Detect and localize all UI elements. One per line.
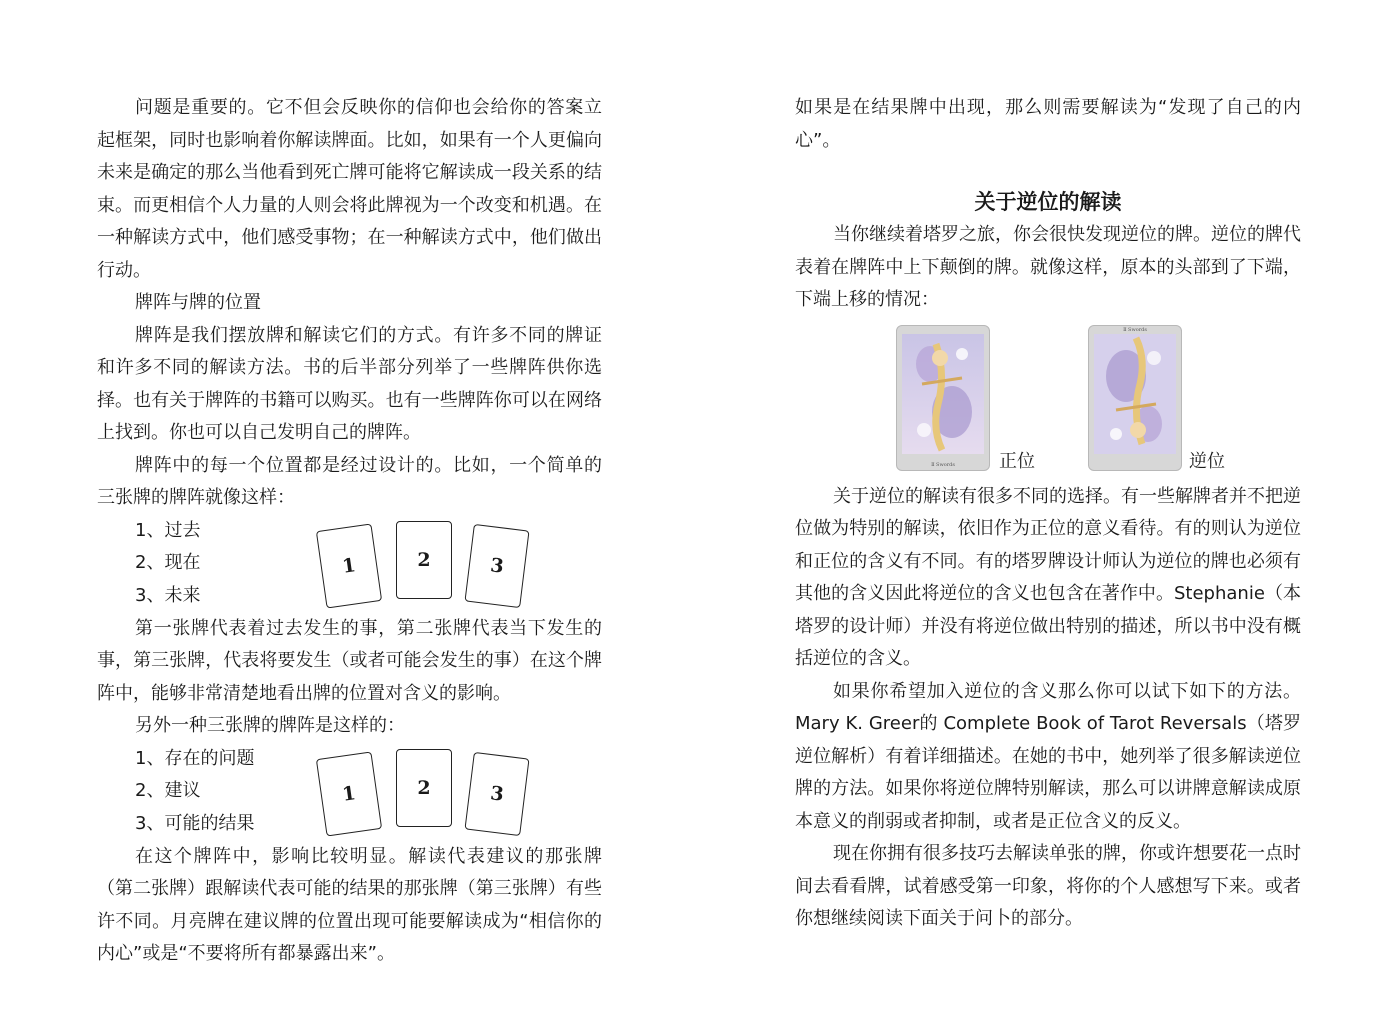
paragraph: 如果你希望加入逆位的含义那么你可以试下如下的方法。 Mary K. Greer的 Complete Book of Tarot Reversals（塔罗逆位解析）有着详细描述。在她的书中，她列举了很多解读逆位牌的方法。如果你将逆位牌特别解读，那么可以讲牌意解读成原本意义的削弱或者抑制，或者是正位含义的反义。 bbox=[795, 680, 1301, 832]
three-card-layout bbox=[317, 749, 532, 837]
list-item: 1、过去 bbox=[135, 519, 201, 541]
card-position-1: 1 bbox=[316, 523, 382, 608]
card-position-1: 1 bbox=[316, 751, 382, 836]
tarot-artwork-reversed-icon bbox=[1094, 334, 1176, 454]
paragraph: 关于逆位的解读有很多不同的选择。有一些解牌者并不把逆位做为特别的解读，依旧作为正位的意义看待。有的则认为逆位和正位的含义有不同。有的塔罗牌设计师认为逆位的牌也必须有其他的含义因此将逆位的含义也包含在著作中。Stephanie（本塔罗的设计师）并没有将逆位做出特别的描述，所以书中没有概括逆位的含义。 bbox=[795, 485, 1301, 669]
card-position-2: 2 bbox=[396, 521, 452, 599]
paragraph: 当你继续着塔罗之旅，你会很快发现逆位的牌。逆位的牌代表着在牌阵中上下颠倒的牌。就像这样，原本的头部到了下端，下端上移的情况： bbox=[795, 224, 1301, 310]
paragraph: 如果是在结果牌中出现，那么则需要解读为“发现了自己的内心”。 bbox=[795, 97, 1301, 151]
paragraph: 牌阵是我们摆放牌和解读它们的方式。有许多不同的牌证和许多不同的解读方法。书的后半部分列举了一些牌阵供你选择。也有关于牌阵的书籍可以购买。也有一些牌阵你可以在网络上找到。你也可以自己发明自己的牌阵。 bbox=[97, 324, 602, 443]
section-subheading: 牌阵与牌的位置 bbox=[135, 292, 261, 313]
tarot-card-reversed bbox=[1088, 325, 1182, 471]
tarot-orientation-illustration bbox=[795, 325, 1301, 477]
spread-position-list bbox=[135, 743, 254, 841]
paragraph: 第一张牌代表着过去发生的事，第二张牌代表当下发生的事，第三张牌，代表将要发生（或者可能会发生的事）在这个牌阵中，能够非常清楚地看出牌的位置对含义的影响。 bbox=[97, 617, 602, 704]
left-page bbox=[97, 92, 602, 971]
reversed-label: 逆位 bbox=[1189, 450, 1225, 472]
spread-position-list bbox=[135, 515, 200, 613]
paragraph: 问题是重要的。它不但会反映你的信仰也会给你的答案立起框架，同时也影响着你解读牌面。比如，如果有一个人更偏向未来是确定的那么当他看到死亡牌可能将它解读成一段关系的结束。而更相信个人力量的人则会将此牌视为一个改变和机遇。在一种解读方式中，他们感受事物；在一种解读方式中，他们做出行动。 bbox=[97, 97, 602, 281]
section-heading: 关于逆位的解读 bbox=[974, 189, 1122, 214]
list-item: 2、建议 bbox=[135, 780, 201, 801]
card-position-3: 3 bbox=[464, 523, 529, 607]
paragraph: 牌阵中的每一个位置都是经过设计的。比如，一个简单的三张牌的牌阵就像这样： bbox=[97, 454, 602, 508]
tarot-card-upright bbox=[896, 325, 990, 471]
card-position-3: 3 bbox=[464, 751, 529, 835]
tarot-artwork-icon bbox=[902, 334, 984, 454]
list-item: 2、现在 bbox=[135, 552, 201, 573]
right-page bbox=[795, 92, 1301, 936]
paragraph: 在这个牌阵中，影响比较明显。解读代表建议的那张牌（第二张牌）跟解读代表可能的结果的那张牌（第三张牌）有些许不同。月亮牌在建议牌的位置出现可能要解读成为“相信你的内心”或是“不要将所有都暴露出来”。 bbox=[97, 845, 602, 964]
list-item: 1、存在的问题 bbox=[135, 747, 255, 769]
tarot-card-caption: Ⅱ Swords bbox=[1123, 326, 1147, 333]
three-card-layout bbox=[317, 521, 532, 609]
upright-label: 正位 bbox=[999, 450, 1035, 472]
paragraph: 现在你拥有很多技巧去解读单张的牌，你或许想要花一点时间去看看牌，试着感受第一印象，将你的个人感想写下来。或者你想继续阅读下面关于问卜的部分。 bbox=[795, 843, 1301, 929]
spread-diagram-past-present-future bbox=[97, 515, 602, 613]
tarot-card-caption: Ⅱ Swords bbox=[931, 461, 955, 468]
card-position-2: 2 bbox=[396, 749, 452, 827]
list-item: 3、未来 bbox=[135, 584, 201, 606]
list-item: 3、可能的结果 bbox=[135, 812, 255, 834]
paragraph: 另外一种三张牌的牌阵是这样的： bbox=[135, 715, 405, 736]
spread-diagram-problem-advice-outcome bbox=[97, 743, 602, 841]
